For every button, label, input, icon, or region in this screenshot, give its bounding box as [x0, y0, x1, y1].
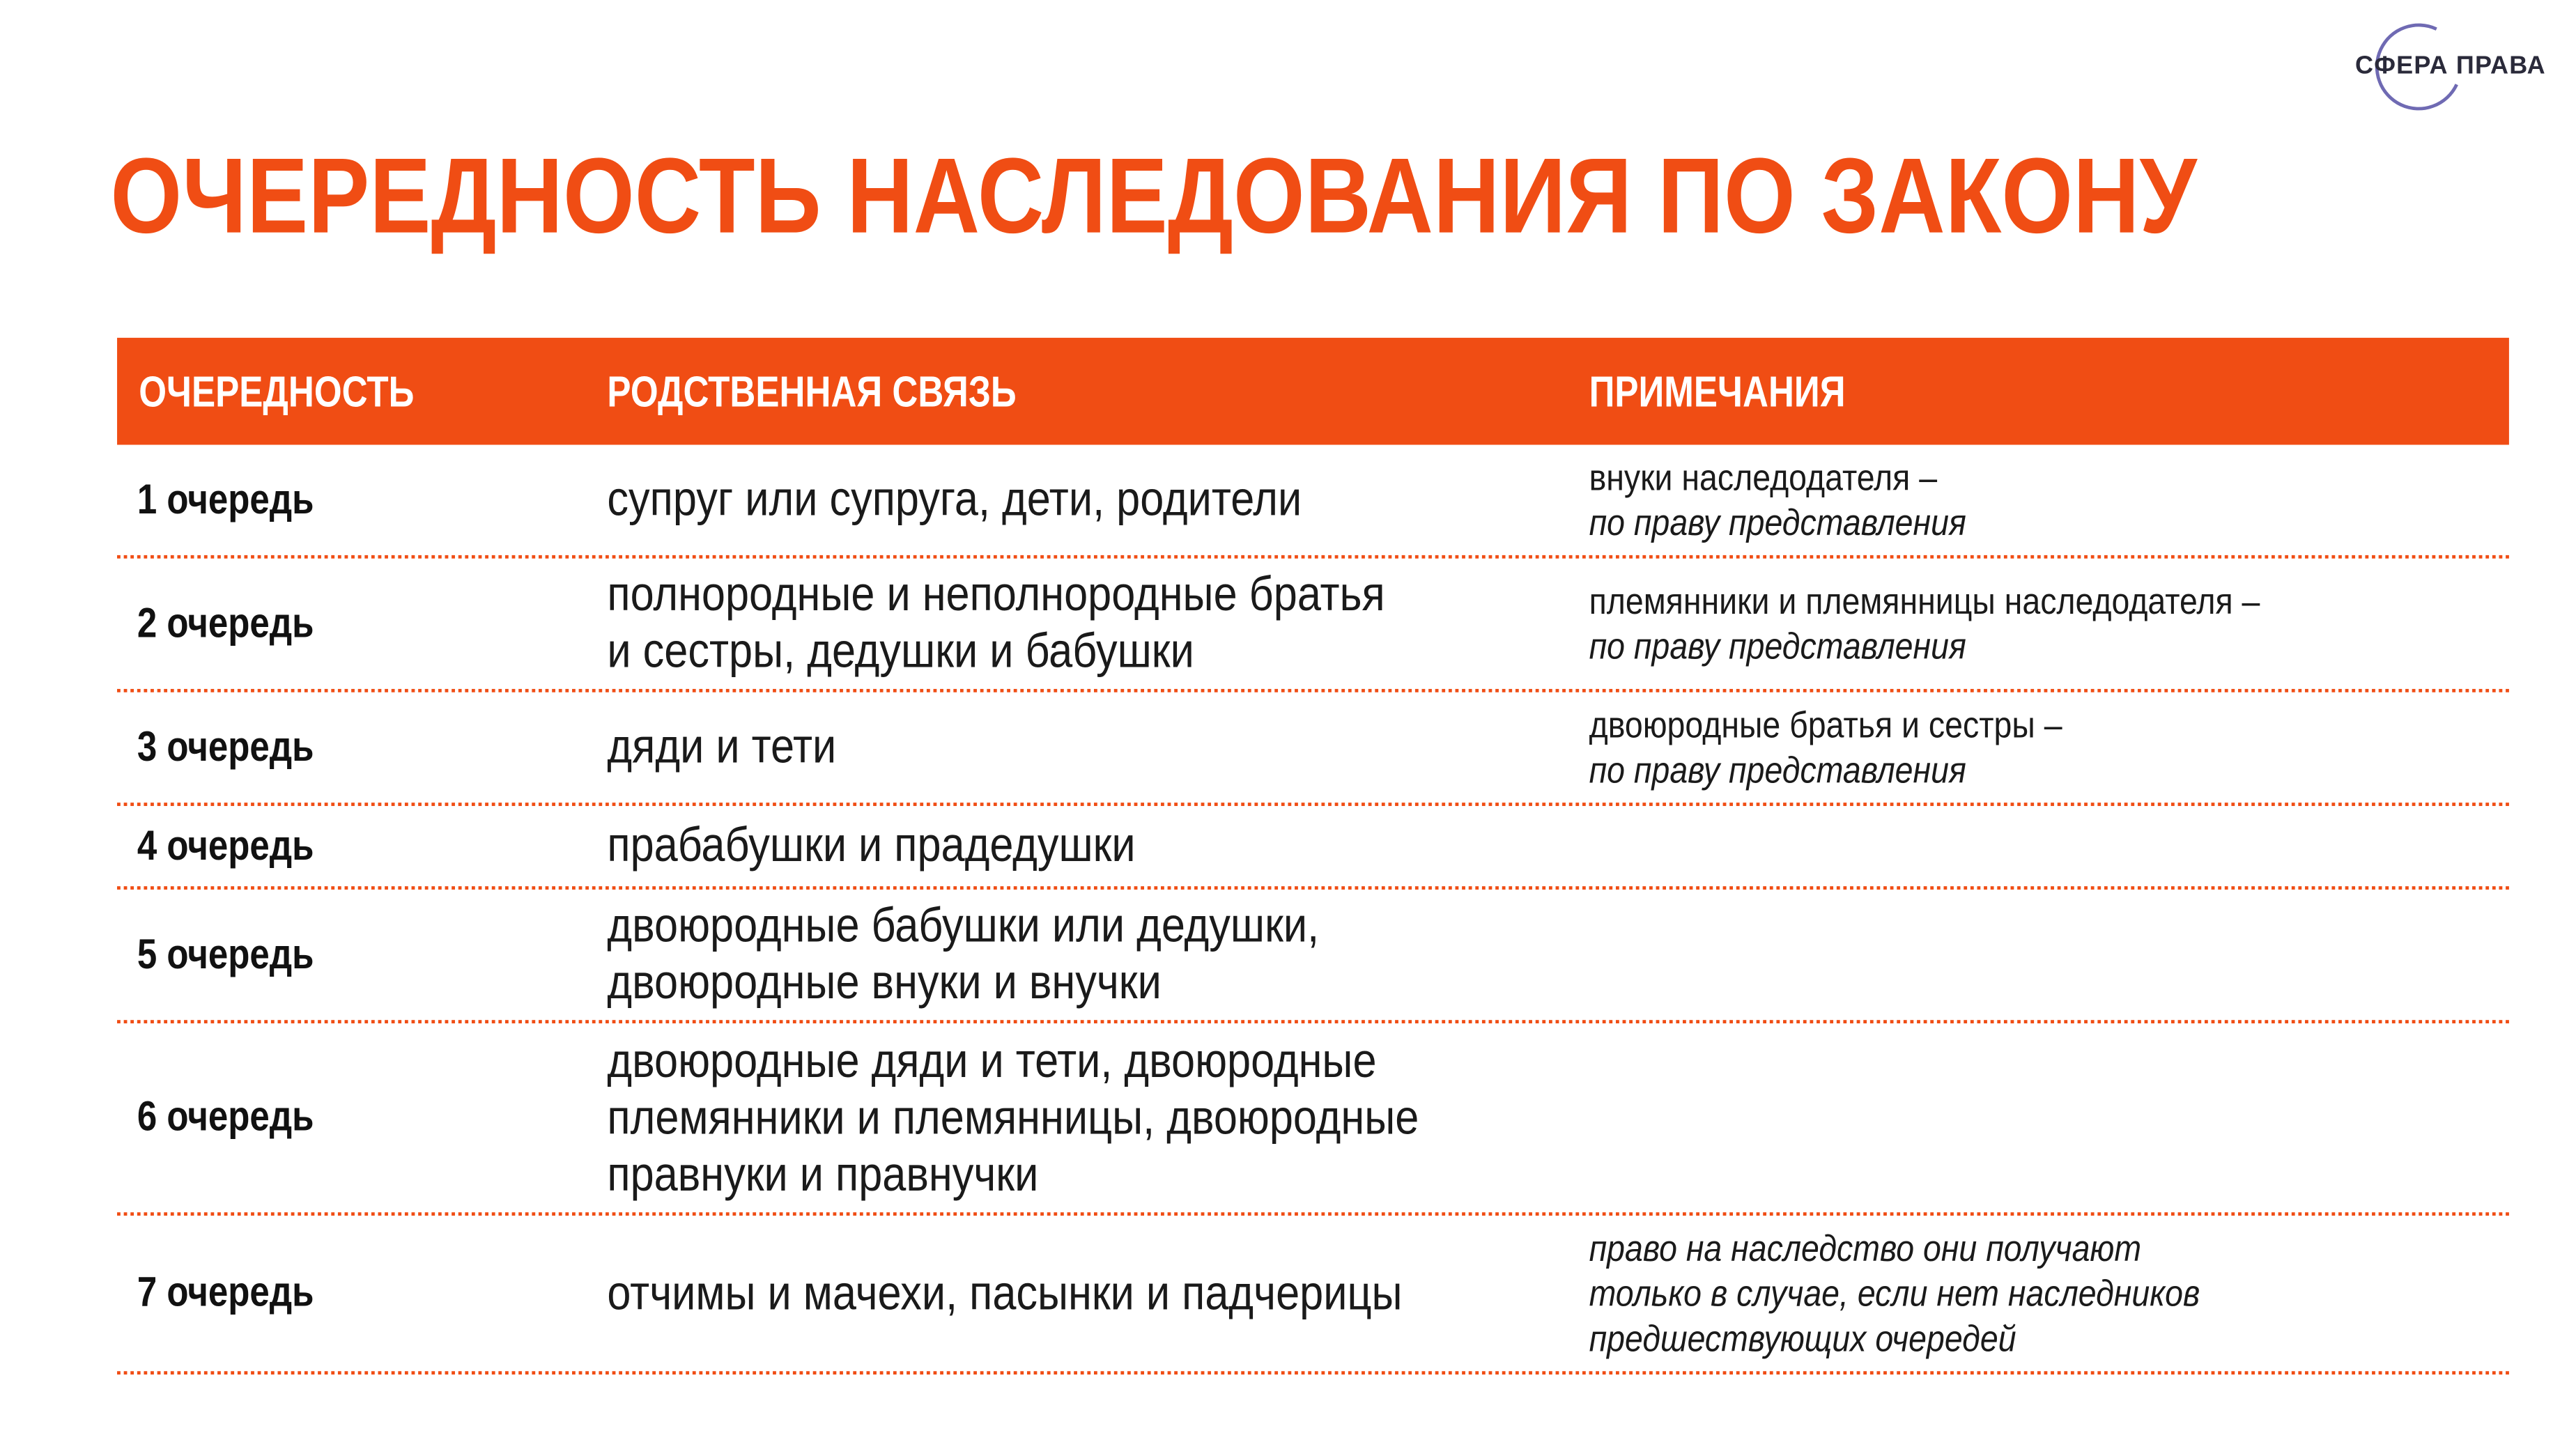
- table-header: [117, 338, 2509, 445]
- note-emphasis: по праву представления: [1589, 502, 1966, 544]
- page-title: ОЧЕРЕДНОСТЬ НАСЛЕДОВАНИЯ ПО ЗАКОНУ: [110, 135, 2197, 256]
- note-text: внуки наследодателя –: [1589, 456, 1938, 499]
- queue-label: 4 очередь: [137, 821, 314, 869]
- note-text: двоюродные братья и сестры –: [1589, 704, 2062, 746]
- header-queue: ОЧЕРЕДНОСТЬ: [139, 366, 415, 417]
- relation-text: прабабушки и прадедушки: [607, 819, 1136, 873]
- queue-label: 3 очередь: [137, 723, 314, 770]
- note-emphasis-line: предшествующих очередей: [1589, 1317, 2016, 1360]
- queue-label: 1 очередь: [137, 475, 314, 523]
- header-notes: ПРИМЕЧАНИЯ: [1589, 366, 1846, 417]
- table-row: [117, 692, 2509, 806]
- table-row: [117, 444, 2509, 558]
- table-row: [117, 1023, 2509, 1216]
- note-cell: [1589, 692, 2492, 803]
- table-row: [117, 1216, 2509, 1374]
- note-emphasis-line: только в случае, если нет наследников: [1589, 1272, 2200, 1315]
- relation-cell: [607, 806, 1644, 886]
- note-emphasis: по праву представления: [1589, 625, 1966, 667]
- table-row: [117, 559, 2509, 692]
- queue-label: 5 очередь: [137, 930, 314, 977]
- relation-cell: [607, 1216, 1644, 1371]
- note-emphasis: по праву представления: [1589, 749, 1966, 791]
- note-cell: [1589, 559, 2492, 689]
- queue-label: 2 очередь: [137, 599, 314, 646]
- relation-cell: [607, 559, 1644, 689]
- relation-text: полнородные и неполнородные братья и сестры, дедушки и бабушки: [607, 568, 1385, 679]
- header-relation: РОДСТВЕННАЯ СВЯЗЬ: [607, 366, 1017, 417]
- note-cell: [1589, 1216, 2492, 1371]
- note-text: племянники и племянницы наследодателя –: [1589, 580, 2260, 622]
- relation-text: отчимы и мачехи, пасынки и падчерицы: [607, 1267, 1403, 1321]
- relation-text: двоюродные дяди и тети, двоюродные племянники и племянницы, двоюродные правнуки и правнучки: [607, 1034, 1419, 1202]
- note-cell: [1589, 444, 2492, 555]
- relation-text: дяди и тети: [607, 720, 837, 775]
- relation-cell: [607, 1023, 1644, 1212]
- brand-name: СФЕРА ПРАВА: [2355, 52, 2546, 81]
- queue-label: 7 очередь: [137, 1269, 314, 1317]
- relation-text: супруг или супруга, дети, родители: [607, 473, 1302, 527]
- relation-cell: [607, 692, 1644, 803]
- note-emphasis-line: право на наследство они получают: [1589, 1227, 2142, 1269]
- table-row: [117, 890, 2509, 1023]
- relation-text: двоюродные бабушки или дедушки, двоюродные внуки и внучки: [607, 899, 1320, 1010]
- brand-logo: [2355, 24, 2573, 117]
- relation-cell: [607, 890, 1644, 1020]
- relation-cell: [607, 444, 1644, 555]
- table-row: [117, 806, 2509, 890]
- queue-label: 6 очередь: [137, 1093, 314, 1141]
